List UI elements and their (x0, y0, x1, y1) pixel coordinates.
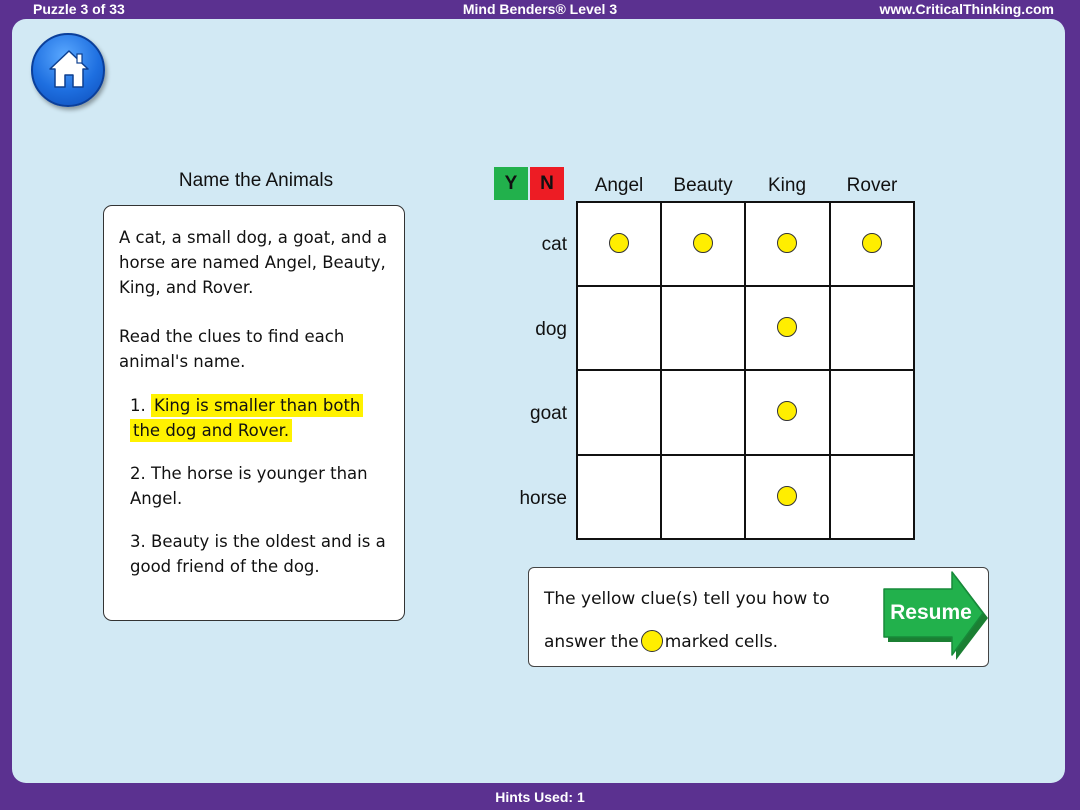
grid-cell-dog-angel[interactable] (578, 287, 662, 371)
clue-3-number: 3. (130, 532, 146, 551)
column-header-rover: Rover (846, 175, 898, 196)
puzzle-counter: Puzzle 3 of 33 (33, 1, 125, 17)
yellow-marker-icon (862, 233, 882, 253)
resume-label: Resume (890, 601, 972, 624)
yellow-marker-icon (641, 630, 663, 652)
grid-cell-cat-beauty[interactable] (662, 203, 746, 287)
grid-cell-goat-angel[interactable] (578, 371, 662, 455)
puzzle-title: Name the Animals (178, 170, 334, 191)
home-button[interactable] (31, 33, 105, 107)
clue-1-text: King is smaller than both the dog and Rover. (130, 394, 363, 442)
no-button[interactable]: N (530, 167, 564, 200)
puzzle-instruction: Read the clues to find each animal's name. (119, 327, 345, 371)
row-header-cat: cat (541, 234, 567, 255)
column-header-king: King (767, 175, 807, 196)
yellow-marker-icon (609, 233, 629, 253)
hint-text-before: answer the (544, 632, 639, 652)
yellow-marker-icon (777, 486, 797, 506)
yellow-marker-icon (777, 401, 797, 421)
column-header-beauty: Beauty (673, 175, 733, 196)
logic-grid (576, 201, 915, 540)
grid-cell-goat-beauty[interactable] (662, 371, 746, 455)
row-header-horse: horse (519, 488, 567, 509)
grid-cell-goat-rover[interactable] (831, 371, 915, 455)
clue-3 (130, 529, 392, 579)
app-title: Mind Benders® Level 3 (462, 1, 618, 17)
grid-cell-horse-king[interactable] (746, 456, 830, 540)
hint-line-1: The yellow clue(s) tell you how to (544, 589, 830, 609)
grid-cell-horse-rover[interactable] (831, 456, 915, 540)
clue-2 (130, 461, 392, 511)
row-header-goat: goat (530, 403, 567, 424)
yellow-marker-icon (777, 233, 797, 253)
website-link[interactable]: www.CriticalThinking.com (879, 1, 1054, 17)
grid-cell-dog-king[interactable] (746, 287, 830, 371)
home-icon (47, 47, 91, 91)
puzzle-intro: A cat, a small dog, a goat, and a horse are named Angel, Beauty, King, and Rover. (119, 228, 388, 297)
clue-3-text: Beauty is the oldest and is a good friend of the dog. (130, 532, 386, 576)
row-header-dog: dog (535, 319, 567, 340)
grid-cell-cat-king[interactable] (746, 203, 830, 287)
hints-used: Hints Used: 1 (495, 789, 585, 805)
grid-cell-cat-angel[interactable] (578, 203, 662, 287)
yellow-marker-icon (777, 317, 797, 337)
clue-2-text: The horse is younger than Angel. (130, 464, 368, 508)
clue-2-number: 2. (130, 464, 146, 483)
grid-cell-goat-king[interactable] (746, 371, 830, 455)
grid-cell-horse-beauty[interactable] (662, 456, 746, 540)
grid-cell-horse-angel[interactable] (578, 456, 662, 540)
hint-text-after: marked cells. (664, 632, 779, 652)
yes-button[interactable]: Y (494, 167, 528, 200)
column-header-angel: Angel (594, 175, 644, 196)
grid-cell-cat-rover[interactable] (831, 203, 915, 287)
grid-cell-dog-beauty[interactable] (662, 287, 746, 371)
clue-1-number: 1. (130, 396, 146, 415)
hint-line-2 (544, 630, 778, 652)
clue-box (103, 205, 405, 621)
yellow-marker-icon (693, 233, 713, 253)
clue-1 (130, 393, 380, 443)
grid-cell-dog-rover[interactable] (831, 287, 915, 371)
resume-button[interactable] (880, 571, 988, 661)
